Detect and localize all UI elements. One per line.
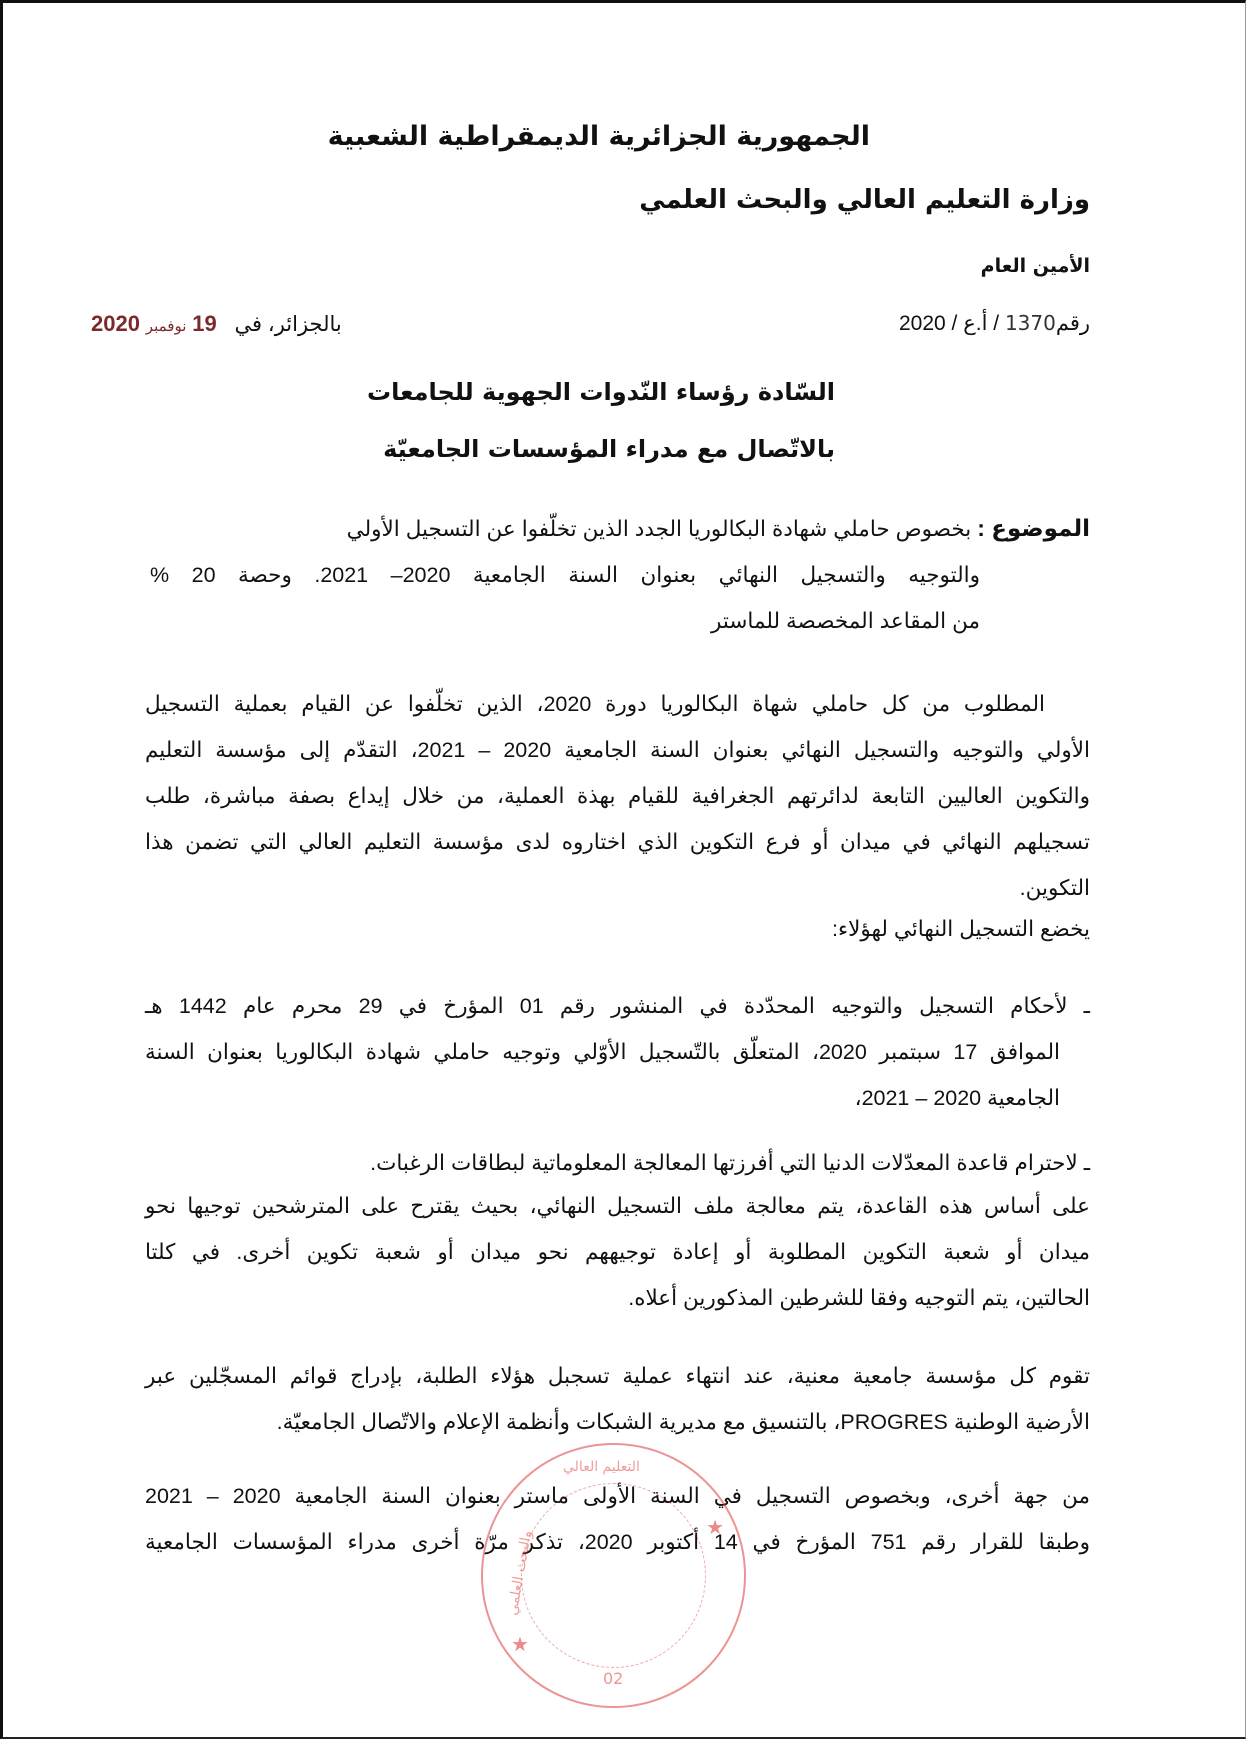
paragraph-4: تقوم كل مؤسسة جامعية معنية، عند انتهاء عملية تسجبل هؤلاء الطلبة، بإدراج قوائم المسجّلين عبر الأرضية الوطنية PROGRES، بالتنسيق مع مديرية الشبكات وأنظمة الإعلام والاتّصال الجامعيّة. xyxy=(145,1364,1090,1434)
stamp-number: 02 xyxy=(603,1669,624,1688)
subject-line-2: والتوجيه والتسجيل النهائي بعنوان السنة الجامعية 2020– 2021. وحصة 20 % xyxy=(150,563,981,587)
country-heading: الجمهورية الجزائرية الديمقراطية الشعبية xyxy=(327,121,870,152)
addressee-line-2: بالاتّصال مع مدراء المؤسسات الجامعيّة xyxy=(383,435,835,463)
bullet-1: ـ لأحكام التسجيل والتوجيه المحدّدة في المنشور رقم 01 المؤرخ في 29 محرم عام 1442 هـ الموافق 17 سبتمبر 2020، المتعلّق بالتّسجيل الأوّلي وتوجيه حاملي شهادة البكالوريا بعنوان السنة الجامعية 2020 – 2021، xyxy=(145,994,1090,1110)
dateline-month: نوفمبر xyxy=(145,318,187,335)
subject-label: الموضوع : xyxy=(977,515,1090,541)
paragraph-2: يخضع التسجيل النهائي لهؤلاء: xyxy=(832,917,1090,941)
dateline-place: بالجزائر، في xyxy=(234,313,342,336)
reference-handwritten-number: 1370 xyxy=(1004,311,1056,335)
dateline xyxy=(91,311,342,337)
reference-suffix: / أ.ع / 2020 xyxy=(899,312,1000,335)
reference-prefix: رقم xyxy=(1055,312,1090,335)
paragraph-1: المطلوب من كل حاملي شهاة البكالوريا دورة 2020، الذين تخلّفوا عن القيام بعملية التسجيل الأولي والتوجيه والتسجيل النهائي بعنوان السنة الجامعية 2020 – 2021، التقدّم إلى مؤسسة التعليم والتكوين العاليين التابعة لدائرتهم الجغرافية للقيام بهذة العملية، من خلال إيداع بصفة مباشرة، طلب تسجيلهم النهائي في ميدان أو فرع التكوين الذي اختاروه لدى مؤسسة التعليم العالي التي تضمن هذا التكوين. يخضع التسجيل النهائي لهؤلاء: xyxy=(145,681,1090,947)
ministry-heading: وزارة التعليم العالي والبحث العلمي xyxy=(639,185,1090,215)
stamp-side-text: والبحث العلمي xyxy=(504,1529,536,1617)
paragraph-5: من جهة أخرى، وبخصوص التسجيل في السنة الأولى ماستر بعنوان السنة الجامعية 2020 – 2021 وطبقا للقرار رقم 751 المؤرخ في 14 أكتوبر 2020، تذكر مرّة أخرى مدراء المؤسسات الجامعية xyxy=(145,1484,1090,1554)
reference-number xyxy=(899,311,1090,336)
bullet-2-and-paragraph-3: ـ لاحترام قاعدة المعدّلات الدنيا التي أفرزتها المعالجة المعلوماتية لبطاقات الرغبات. على أساس هذه القاعدة، يتم معالجة ملف التسجيل النهائي، بحيث يقترح على المترشحين توجيها نحو ميدان أو شعبة التكوين المطلوبة أو إعادة توجيههم نحو ميدان أو شعبة تكوين أخرى. في كلتا الحالتين، يتم التوجيه وفقا للشرطين المذكورين أعلاه. xyxy=(145,1143,1090,1321)
stamp-top-text: التعليم العالي xyxy=(563,1459,640,1475)
office-heading: الأمين العام xyxy=(980,255,1090,277)
subject-block xyxy=(150,505,1090,644)
subject-line-1: الموضوع : بخصوص حاملي شهادة البكالوريا الجدد الذين تخلّفوا عن التسجيل الأولي xyxy=(346,515,1090,541)
star-icon: ★ xyxy=(706,1515,724,1539)
addressee-line-1: السّادة رؤساء النّدوات الجهوية للجامعات xyxy=(367,378,835,406)
dateline-day: 19 xyxy=(192,311,217,336)
star-icon: ★ xyxy=(511,1632,529,1656)
bullet-2: ـ لاحترام قاعدة المعدّلات الدنيا التي أفرزتها المعالجة المعلوماتية لبطاقات الرغبات. xyxy=(370,1151,1090,1175)
subject-line-3: من المقاعد المخصصة للماستر xyxy=(711,609,980,633)
dateline-year: 2020 xyxy=(91,311,140,336)
